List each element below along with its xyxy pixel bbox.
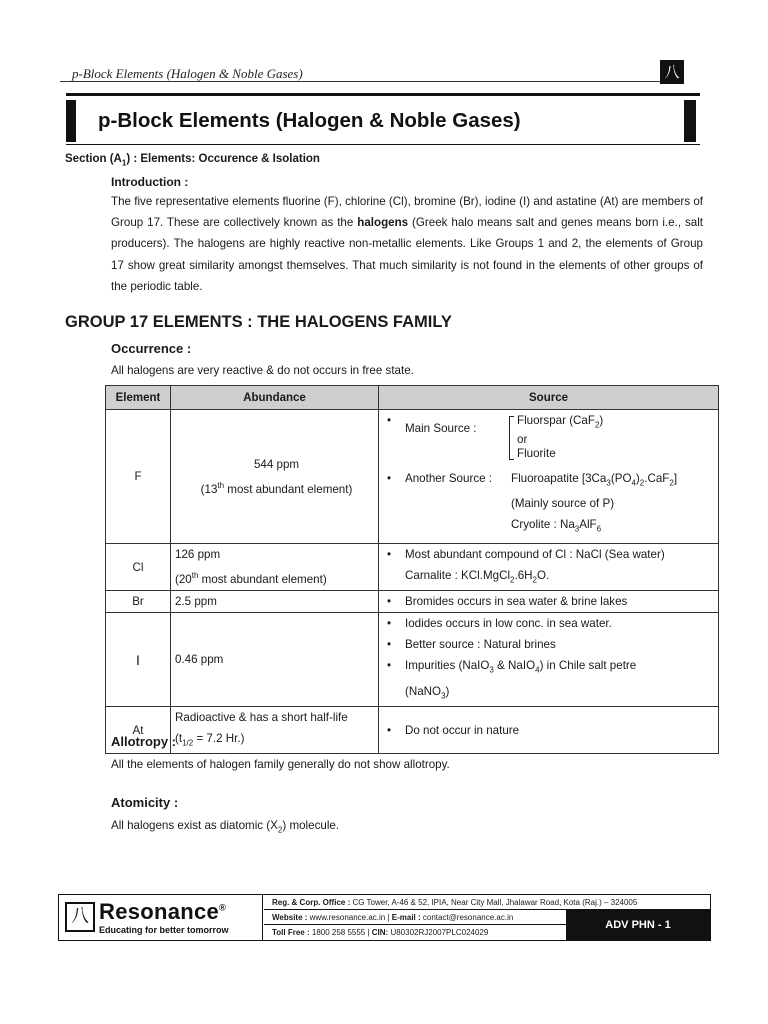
occurrence-table: [105, 385, 719, 754]
running-header: [60, 64, 700, 84]
source-cell: • Most abundant compound of Cl : NaCl (Sea water) Carnalite : $KCl.MgCl_2.6H_2O$.: [379, 544, 719, 591]
bullet-icon: •: [387, 723, 392, 737]
header-rule: [60, 81, 660, 82]
bullet-icon: •: [387, 595, 392, 609]
bullet-icon: •: [387, 471, 392, 485]
bullet-icon: •: [387, 659, 392, 673]
section-heading: Section $(A_1)$ : Elements: Occurence & Isolation: [65, 153, 320, 168]
occurrence-heading: Occurrence :: [111, 341, 192, 356]
abundance-cell: 544 ppm (13th most abundant element): [171, 410, 379, 544]
element-cell: I: [106, 613, 171, 707]
header-element: Element: [106, 386, 171, 410]
bullet-icon: •: [387, 413, 392, 427]
bracket-icon: [509, 416, 514, 460]
element-cell: Cl: [106, 544, 171, 591]
abundance-cell: 2.5 ppm: [171, 591, 379, 613]
page-code: ADV PHN - 1: [566, 910, 710, 940]
source-cell: • Do not occur in nature: [379, 706, 719, 753]
source-cell: • Bromides occurs in sea water & brine lakes: [379, 591, 719, 613]
footer-contact: Website : www.resonance.ac.in | E-mail : contact@resonance.ac.in: [264, 910, 566, 925]
atomicity-heading: Atomicity :: [111, 795, 179, 810]
bullet-icon: •: [387, 638, 392, 652]
atomicity-text: All halogens exist as diatomic $(X_2)$ molecule.: [111, 819, 340, 835]
header-source: Source: [379, 386, 719, 410]
element-cell: At: [106, 706, 171, 753]
table-row: [106, 613, 719, 707]
page-title: p-Block Elements (Halogen & Noble Gases): [98, 109, 521, 132]
abundance-cell: 0.46 ppm: [171, 613, 379, 707]
allotropy-text: All the elements of halogen family generally do not show allotropy.: [111, 758, 450, 771]
intro-label: Introduction :: [111, 175, 189, 189]
table-row: [106, 544, 719, 591]
footer-logo: [59, 895, 263, 940]
footer-tagline: Educating for better tomorrow: [99, 925, 229, 935]
footer-office: Reg. & Corp. Office : CG Tower, A-46 & 52, IPIA, Near City Mall, Jhalawar Road, Kota (Raj.) – 324005: [264, 895, 710, 910]
bullet-icon: •: [387, 617, 392, 631]
website-link[interactable]: www.resonance.ac.in |: [307, 913, 392, 922]
table-row: [106, 591, 719, 613]
occurrence-text: All halogens are very reactive & do not occurs in free state.: [111, 364, 414, 377]
running-header-title: p-Block Elements (Halogen & Noble Gases): [72, 66, 303, 81]
resonance-logo-icon: 八: [65, 902, 95, 932]
table-header-row: [106, 386, 719, 410]
source-cell: • Iodides occurs in low conc. in sea water. • Better source : Natural brines • Impurities (NaIO$_3$ & NaIO$_4$) in Chile salt petre (NaNO$_3$): [379, 613, 719, 707]
intro-paragraph: The five representative elements fluorine (F), chlorine (Cl), bromine (Br), iodine (I) and astatine (At) are members of Group 17. These are collectively known as the halogens (Greek halo means salt and genes means born i.e., salt producers). The halogens are highly reactive non-metallic elements. Like Groups 1 and 2, the elements of Group 17 show great similarity amongst themselves. That much similarity is not found in the elements of other groups of the periodic table.: [111, 195, 703, 293]
title-bar-right: [684, 100, 696, 142]
resonance-logo-icon: 八: [660, 60, 684, 84]
source-cell: •Main Source : Fluorspar (CaF$_2$) or Fluorite • Another Source : Fluoroapatite $[3Ca_3(PO_4)_2.CaF_2]$ (Mainly source of P) Cryolite : $Na_3AlF_6$: [379, 410, 719, 544]
abundance-cell: Radioactive & has a short half-life ($t_{1/2} = 7.2$ Hr.): [171, 706, 379, 753]
header-abundance: Abundance: [171, 386, 379, 410]
bullet-icon: •: [387, 548, 392, 561]
footer-brand: Resonance®: [99, 899, 227, 924]
group-heading: GROUP 17 ELEMENTS : THE HALOGENS FAMILY: [65, 313, 452, 331]
footer-info: [264, 895, 710, 940]
allotropy-heading: Allotropy :: [111, 734, 176, 749]
element-cell: F: [106, 410, 171, 544]
bracket-group: Fluorspar (CaF$_2$) or Fluorite: [509, 414, 603, 462]
page-title-box: [66, 93, 700, 145]
footer: [58, 894, 711, 941]
footer-tollfree: Toll Free : 1800 258 5555 | CIN: U80302RJ2007PLC024029: [272, 928, 489, 937]
email-link[interactable]: contact@resonance.ac.in: [420, 913, 514, 922]
table-row: [106, 410, 719, 544]
title-bar-left: [66, 100, 76, 142]
table-row: [106, 706, 719, 753]
element-cell: Br: [106, 591, 171, 613]
abundance-cell: 126 ppm (20th most abundant element): [171, 544, 379, 591]
